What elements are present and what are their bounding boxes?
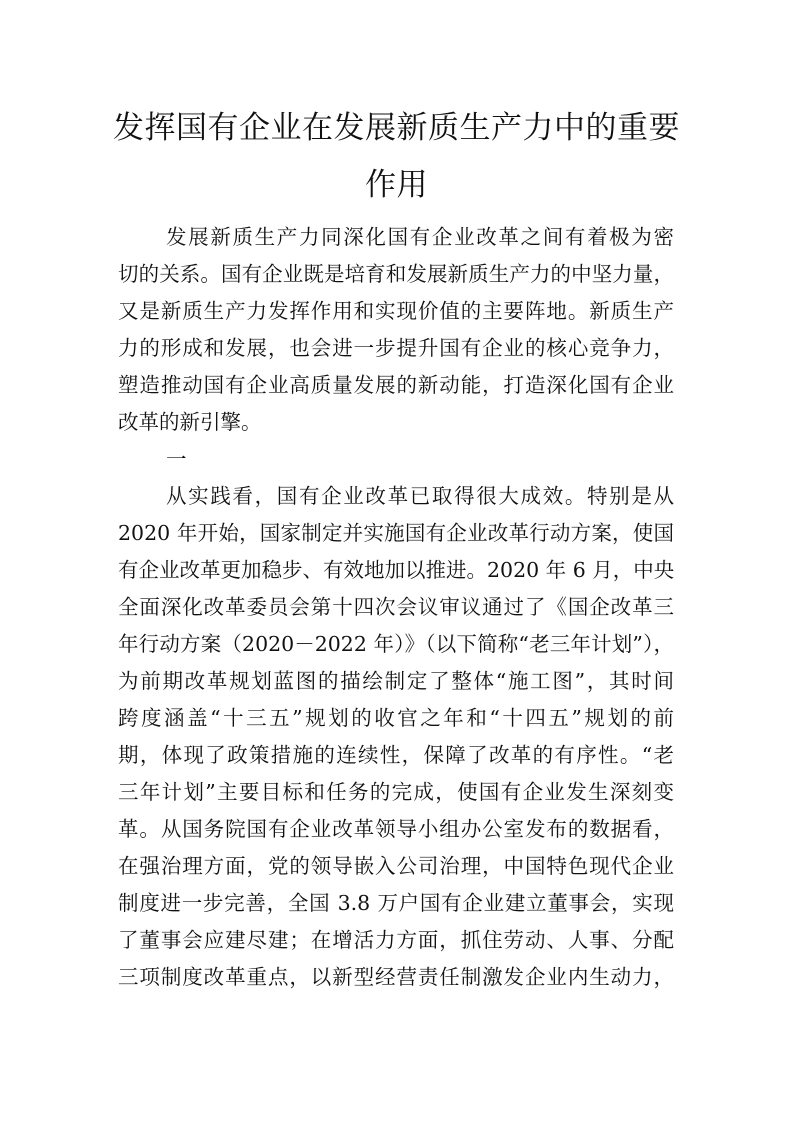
- paragraph-line: 力的形成和发展，也会进一步提升国有企业的核心竞争力，: [118, 336, 674, 360]
- paragraph-line: 又是新质生产力发挥作用和实现价值的主要阵地。新质生产: [118, 299, 674, 323]
- paragraph-line: 三年计划”主要目标和任务的完成，使国有企业发生深刻变: [118, 780, 674, 804]
- paragraph-line: 2020 年开始，国家制定并实施国有企业改革行动方案，使国: [118, 521, 674, 545]
- paragraph-line: 全面深化改革委员会第十四次会议审议通过了《国企改革三: [118, 595, 674, 619]
- paragraph-line: 在强治理方面，党的领导嵌入公司治理，中国特色现代企业: [118, 854, 674, 878]
- paragraph-line: 从实践看，国有企业改革已取得很大成效。特别是从: [166, 484, 674, 508]
- paragraph-line: 制度进一步完善，全国 3.8 万户国有企业建立董事会，实现: [118, 891, 674, 915]
- paragraph-line: 发展新质生产力同深化国有企业改革之间有着极为密: [166, 225, 674, 249]
- paragraph-line: 为前期改革规划蓝图的描绘制定了整体“施工图”，其时间: [118, 669, 674, 693]
- paragraph-line: 三项制度改革重点，以新型经营责任制激发企业内生动力，: [118, 965, 674, 989]
- paragraph-line: 年行动方案（2020－2022 年）》（以下简称“老三年计划”），: [118, 632, 674, 656]
- paragraph-line: 期，体现了政策措施的连续性，保障了改革的有序性。“老: [118, 743, 674, 767]
- section-heading: 一: [166, 447, 187, 471]
- paragraph-line: 有企业改革更加稳步、有效地加以推进。2020 年 6 月，中央: [118, 558, 675, 582]
- paragraph-line: 改革的新引擎。: [118, 410, 262, 434]
- paragraph-line: 了董事会应建尽建；在增活力方面，抓住劳动、人事、分配: [118, 928, 674, 952]
- paragraph-line: 塑造推动国有企业高质量发展的新动能，打造深化国有企业: [118, 373, 674, 397]
- paragraph-line: 切的关系。国有企业既是培育和发展新质生产力的中坚力量，: [118, 262, 674, 286]
- paragraph-line: 跨度涵盖“十三五”规划的收官之年和“十四五”规划的前: [118, 706, 674, 730]
- document-title-line-2: 作用: [365, 167, 428, 203]
- paragraph-line: 革。从国务院国有企业改革领导小组办公室发布的数据看，: [118, 817, 674, 841]
- document-title-line-1: 发挥国有企业在发展新质生产力中的重要: [113, 110, 680, 146]
